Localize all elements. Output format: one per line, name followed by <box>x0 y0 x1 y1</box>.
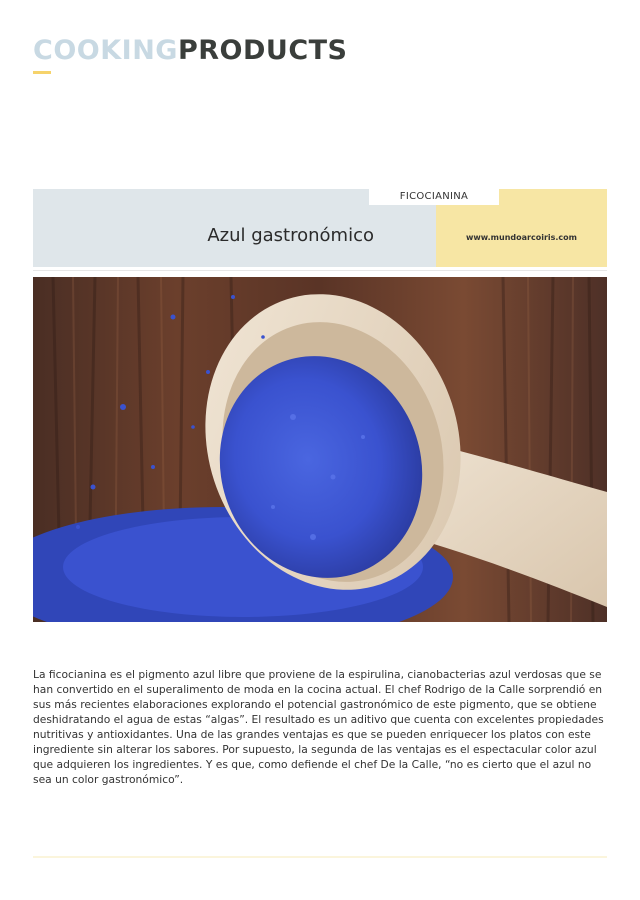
masthead-accent-bar <box>33 71 51 74</box>
article-photo <box>33 277 607 622</box>
article-body: La ficocianina es el pigmento azul libre que proviene de la espirulina, cianobacterias azul verdosas que se han convertido en el superalimento de moda en la cocina actual. El chef Rodrigo de la Calle sorprendió en sus más recientes elaboraciones explorando el potencial gastronómico de este pigmento, que se obtiene deshidratando el agua de estas “algas”. El resultado es un aditivo que cuenta con excelentes propiedades nutritivas y antioxidantes. Una de las grandes ventajas es que se pueden enriquecer los platos con este ingrediente sin alterar los sabores. Por supuesto, la segunda de las ventajas es el espectacular color azul que adquieren los ingredientes. Y es que, como defiende el chef De la Calle, “no es cierto que el azul no sea un color gastronómico”. <box>33 668 604 786</box>
article-banner <box>33 189 607 267</box>
masthead-cooking: COOKING <box>33 35 178 66</box>
masthead-products: PRODUCTS <box>177 35 348 66</box>
footer-rule <box>33 856 607 858</box>
masthead <box>33 36 348 66</box>
banner-divider <box>33 270 607 271</box>
section-tag: FICOCIANINA <box>369 189 499 205</box>
photo-spoon-blue-powder <box>33 277 607 622</box>
article-title: Azul gastronómico <box>207 225 374 246</box>
website-link: www.mundoarcoiris.com <box>465 233 578 242</box>
